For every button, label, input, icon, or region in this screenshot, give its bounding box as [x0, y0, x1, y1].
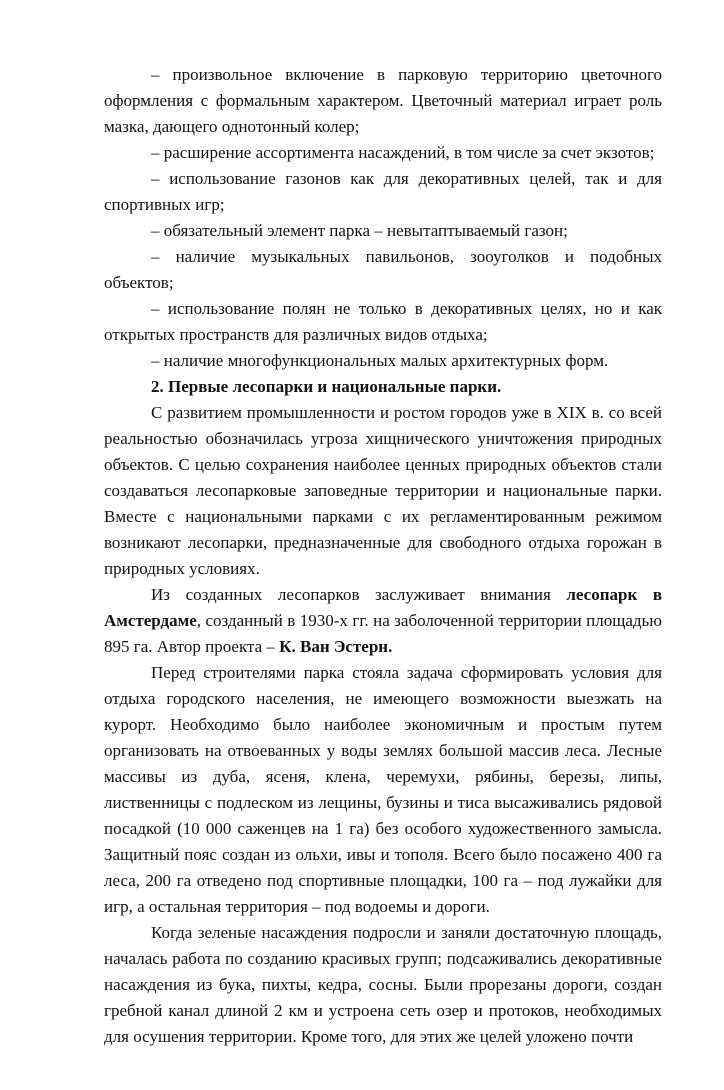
section-heading: 2. Первые лесопарки и национальные парки. [151, 377, 502, 396]
paragraph-history: С развитием промышленности и ростом городов уже в XIX в. со всей реальностью обозначилась угроза хищнического уничтожения природных объектов. С целью сохранения наиболее ценных природных объектов стали создаваться лесопарковые заповедные территории и национальные парки. Вместе с национальными парками с их регламентированным режимом возникают лесопарки, предназначенные для свободного отдыха горожан в природных условиях. [104, 403, 662, 578]
list-item: – наличие многофункциональных малых архитектурных форм. [151, 351, 609, 370]
bold-author-name: К. Ван Эстерн. [279, 637, 393, 656]
list-item: – использование газонов как для декоративных целей, так и для спортивных игр; [104, 169, 662, 214]
list-item: – наличие музыкальных павильонов, зооуголков и подобных объектов; [104, 247, 662, 292]
bold-park-name: лесопарк в Амстердаме [104, 585, 662, 630]
text-run: , созданный в 1930-х гг. на заболоченной территории площадью 895 га. Автор проекта – [104, 611, 662, 656]
list-item: – использование полян не только в декоративных целях, но и как открытых пространств для различных видов отдыха; [104, 299, 662, 344]
text-run: Из созданных лесопарков заслуживает внимания [151, 585, 567, 604]
paragraph-amsterdam [104, 582, 662, 660]
list-item: – произвольное включение в парковую территорию цветочного оформления с формальным характером. Цветочный материал играет роль мазка, дающего однотонный колер; [104, 65, 662, 136]
list-item: – обязательный элемент парка – невытаптываемый газон; [151, 221, 568, 240]
paragraph-builders: Перед строителями парка стояла задача сформировать условия для отдыха городского населения, не имеющего возможности выезжать на курорт. Необходимо было наиболее экономичным и простым путем организовать на отвоеванных у воды землях большой массив леса. Лесные массивы из дуба, ясеня, клена, черемухи, рябины, березы, липы, лиственницы с подлеском из лещины, бузины и тиса высаживались рядовой посадкой (10 000 саженцев на 1 га) без особого художественного замысла. Защитный пояс создан из ольхи, ивы и тополя. Всего было посажено 400 га леса, 200 га отведено под спортивные площадки, 100 га – под лужайки для игр, а остальная территория – под водоемы и дороги. [104, 663, 662, 916]
list-item: – расширение ассортимента насаждений, в том числе за счет экзотов; [151, 143, 655, 162]
paragraph-growth: Когда зеленые насаждения подросли и заняли достаточную площадь, началась работа по созданию красивых групп; подсаживались декоративные насаждения из бука, пихты, кедра, сосны. Были прорезаны дороги, создан гребной канал длиной 2 км и устроена сеть озер и протоков, необходимых для осушения территории. Кроме того, для этих же целей уложено почти [104, 923, 662, 1046]
